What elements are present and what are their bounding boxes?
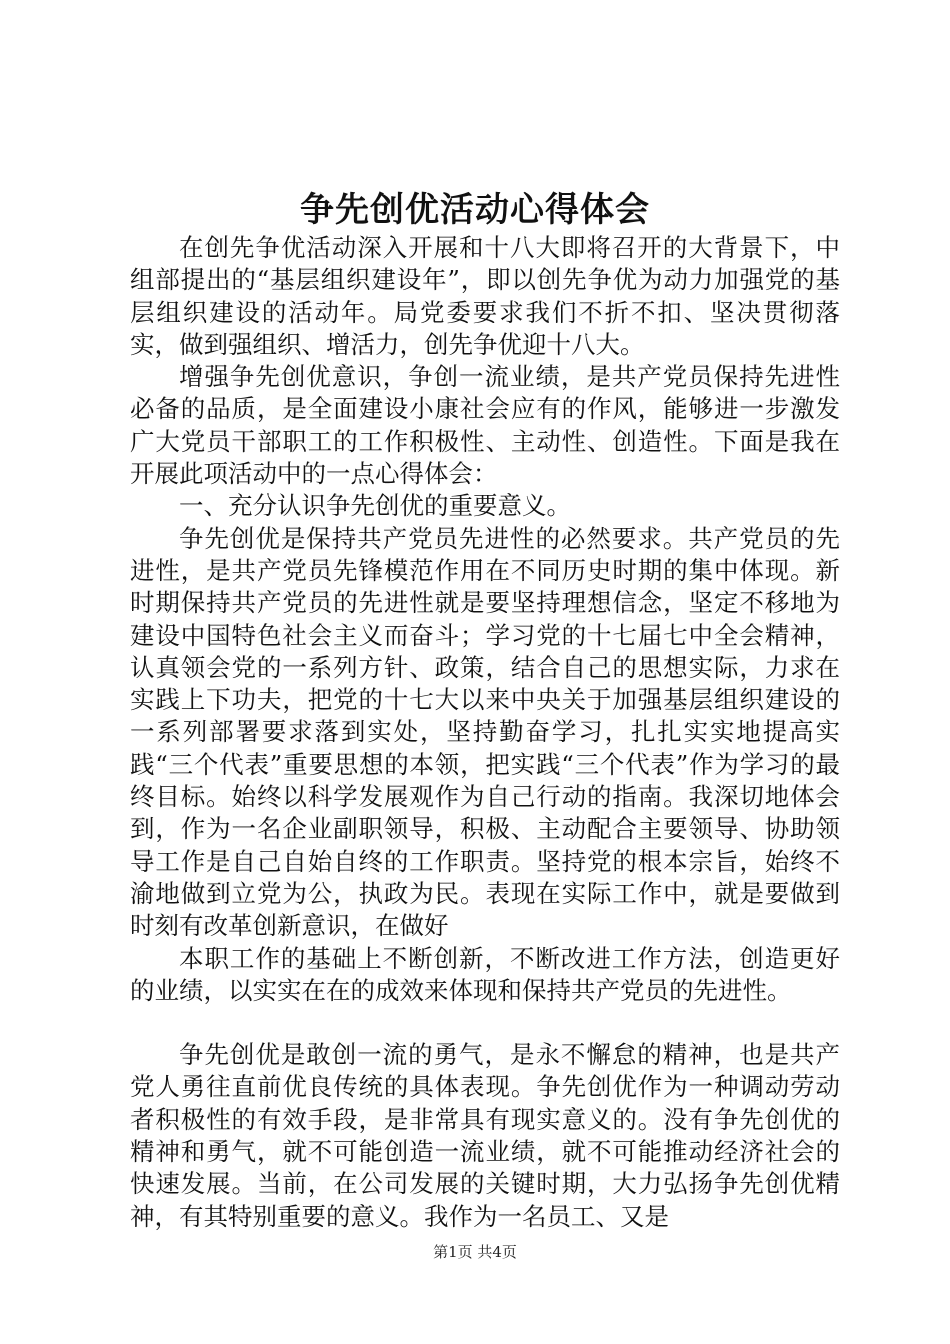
- paragraph-courage: 争先创优是敢创一流的勇气，是永不懈怠的精神，也是共产党人勇往直前优良传统的具体表现。争先创优作为一种调动劳动者积极性的有效手段，是非常具有现实意义的。没有争先创优的精神和勇气，就不可能创造一流业绩，就不可能推动经济社会的快速发展。当前，在公司发展的关键时期，大力弘扬争先创优精神，有其特别重要的意义。我作为一名员工、又是: [130, 1040, 840, 1231]
- document-title: 争先创优活动心得体会: [300, 190, 650, 230]
- paragraph-awareness: 增强争先创优意识，争创一流业绩，是共产党员保持先进性必备的品质，是全面建设小康社会应有的作风，能够进一步激发广大党员干部职工的工作积极性、主动性、创造性。下面是我在开展此项活动中的一点心得体会：: [130, 362, 840, 489]
- section-heading-1: 一、充分认识争先创优的重要意义。: [179, 491, 571, 521]
- document-body: [130, 232, 840, 1233]
- page-number-footer: 第1页 共4页: [433, 1243, 517, 1261]
- paragraph-advancement: 争先创优是保持共产党员先进性的必然要求。共产党员的先进性，是共产党员先锋模范作用在不同历史时期的集中体现。新时期保持共产党员的先进性就是要坚持理想信念，坚定不移地为建设中国特色社会主义而奋斗；学习党的十七届七中全会精神，认真领会党的一系列方针、政策，结合自己的思想实际，力求在实践上下功夫，把党的十七大以来中央关于加强基层组织建设的一系列部署要求落到实处，坚持勤奋学习，扎扎实实地提高实践“三个代表”重要思想的本领，把实践“三个代表”作为学习的最终目标。始终以科学发展观作为自己行动的指南。我深切地体会到，作为一名企业副职领导，积极、主动配合主要领导、协助领导工作是自己自始自终的工作职责。坚持党的根本宗旨，始终不渝地做到立党为公，执政为民。表现在实际工作中，就是要做到时刻有改革创新意识，在做好: [130, 523, 840, 941]
- paragraph-continuation: 本职工作的基础上不断创新，不断改进工作方法，创造更好的业绩，以实实在在的成效来体现和保持共产党员的先进性。: [130, 943, 840, 1005]
- paragraph-intro: 在创先争优活动深入开展和十八大即将召开的大背景下，中组部提出的“基层组织建设年”，即以创先争优为动力加强党的基层组织建设的活动年。局党委要求我们不折不扣、坚决贯彻落实，做到强组织、增活力，创先争优迎十八大。: [130, 233, 840, 359]
